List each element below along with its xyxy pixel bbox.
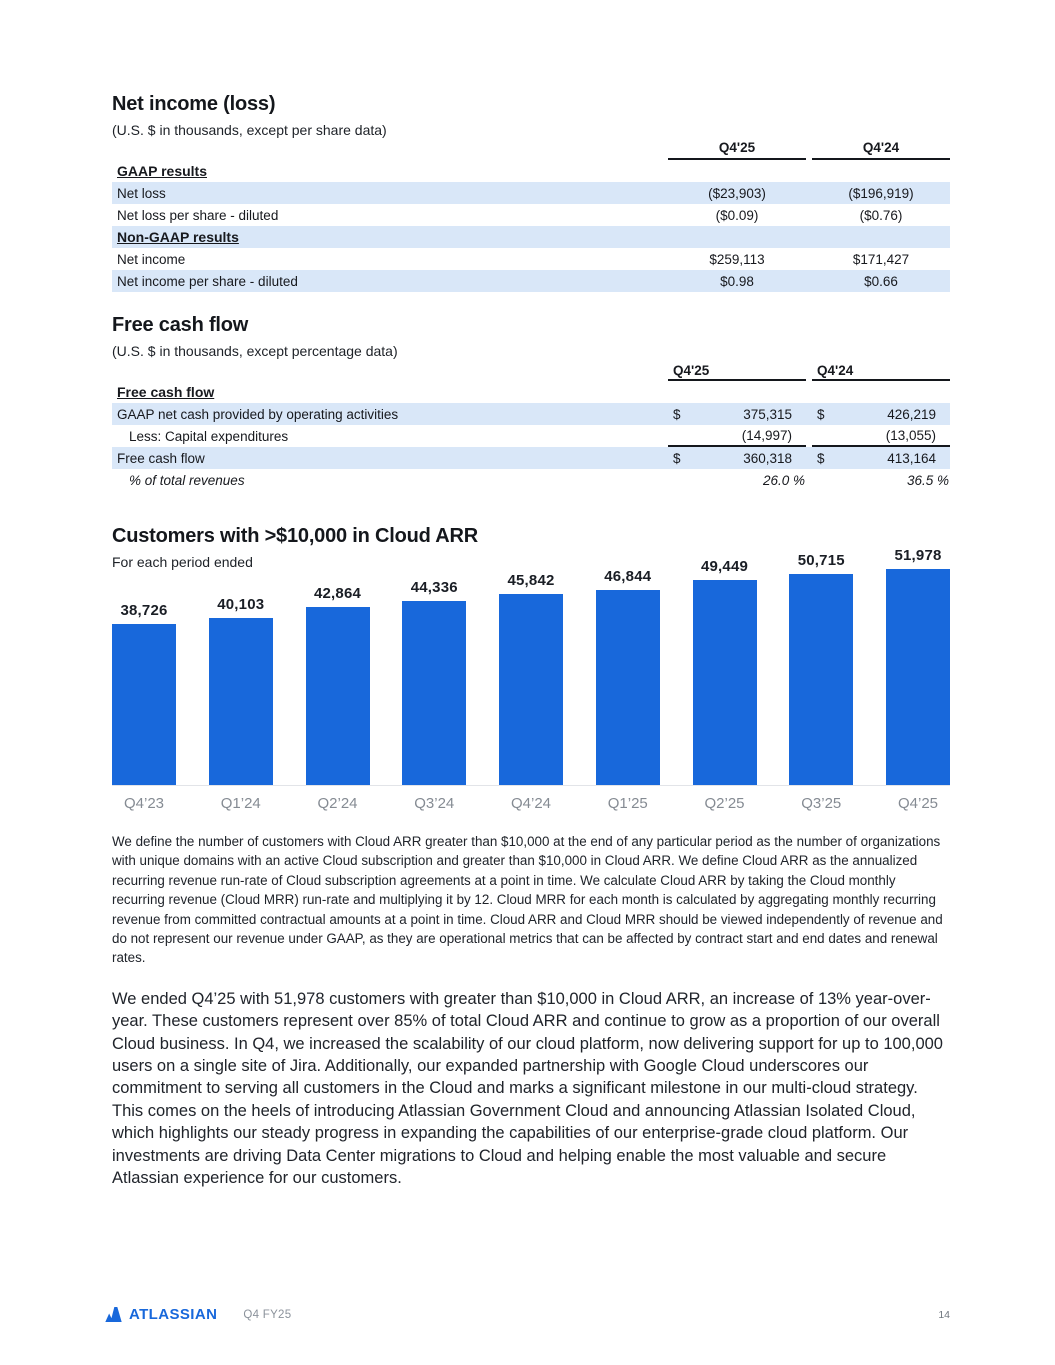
bar xyxy=(112,624,176,785)
row-label: Less: Capital expenditures xyxy=(129,428,289,444)
bar-value-label: 44,336 xyxy=(410,579,458,596)
chart-subtitle: For each period ended xyxy=(112,554,253,570)
dollar-sign: $ xyxy=(817,406,825,422)
value-cell: $0.98 xyxy=(720,273,754,289)
table-row xyxy=(112,182,950,204)
x-axis-label: Q2’24 xyxy=(317,795,358,812)
bar-group xyxy=(402,579,466,785)
page-footer xyxy=(105,1306,950,1323)
table-section-row xyxy=(112,381,950,403)
value-text: 375,315 xyxy=(743,406,792,422)
bar-value-label: 45,842 xyxy=(507,572,555,589)
bar-value-label: 51,978 xyxy=(894,547,942,564)
table-row xyxy=(112,447,950,469)
x-axis-label: Q4’24 xyxy=(510,795,552,812)
bar xyxy=(789,574,853,785)
dollar-sign: $ xyxy=(673,406,681,422)
value-cell: ($23,903) xyxy=(708,185,766,201)
bar xyxy=(209,618,273,785)
table-body xyxy=(112,160,950,292)
value-text: 413,164 xyxy=(887,450,936,466)
value-cell: ($0.76) xyxy=(859,207,903,223)
bar xyxy=(499,594,563,785)
value-cell: ($196,919) xyxy=(848,185,914,201)
value-cell: $171,427 xyxy=(852,251,910,267)
bar-group xyxy=(886,547,950,785)
row-label: Net loss xyxy=(117,185,166,201)
atlassian-mark-icon xyxy=(105,1307,122,1322)
table-row xyxy=(112,248,950,270)
value-text: (13,055) xyxy=(885,427,936,443)
bar-value-label: 42,864 xyxy=(313,585,362,602)
table-row xyxy=(112,403,950,425)
value-cell xyxy=(812,226,950,248)
page-number: 14 xyxy=(938,1308,950,1321)
row-label: GAAP results xyxy=(117,163,207,179)
value-cell xyxy=(812,447,950,469)
chart-plot xyxy=(112,543,950,785)
net-income-section xyxy=(112,93,950,292)
arr-definition-paragraph: We define the number of customers with Cloud ARR greater than $10,000 at the end of any particular period as the number of organizations with unique domains with an active Cloud subscription and greater than $10,000 in Cloud ARR. We define Cloud ARR as the annualized recurring revenue run-rate of Cloud subscription agreements at a point in time. We calculate Cloud ARR by taking the Cloud monthly recurring revenue (Cloud MRR) run-rate and multiplying it by 12. Cloud MRR for each month is calculated by aggregating monthly recurring revenue from committed contractual amounts at a point in time. Cloud ARR and Cloud MRR should be viewed independently of revenue and do not represent our revenue under GAAP, as they are operational metrics that can be affected by contract start and end dates and renewal rates. xyxy=(112,834,943,966)
bar-group xyxy=(789,552,853,785)
row-label: Free cash flow xyxy=(117,450,205,466)
table-section-row xyxy=(112,160,950,182)
value-cell xyxy=(668,160,806,182)
x-axis-label: Q1’24 xyxy=(220,795,261,812)
atlassian-logo xyxy=(105,1306,217,1323)
value-cell xyxy=(668,226,806,248)
net-income-table xyxy=(112,140,950,292)
bar xyxy=(693,580,757,785)
table-row xyxy=(112,469,950,491)
column-header-q425: Q4'25 xyxy=(668,361,806,381)
value-cell: $259,113 xyxy=(709,251,765,267)
value-cell xyxy=(812,381,950,403)
free-cash-flow-table xyxy=(112,361,950,491)
row-label: % of total revenues xyxy=(129,472,245,488)
atlassian-wordmark: ATLASSIAN xyxy=(129,1306,218,1323)
chart-title: Customers with >$10,000 in Cloud ARR xyxy=(112,525,479,547)
bar xyxy=(402,601,466,785)
net-income-subtitle: (U.S. $ in thousands, except per share data) xyxy=(112,122,387,138)
net-income-title: Net income (loss) xyxy=(112,93,276,115)
row-label: GAAP net cash provided by operating activities xyxy=(117,406,399,422)
x-axis-label: Q3’25 xyxy=(801,795,842,812)
value-cell xyxy=(668,403,806,425)
table-header-row xyxy=(112,361,950,381)
row-label: Non-GAAP results xyxy=(117,229,239,245)
free-cash-flow-subtitle: (U.S. $ in thousands, except percentage data) xyxy=(112,343,398,359)
x-axis-label: Q3’24 xyxy=(414,795,455,812)
bar xyxy=(886,569,950,785)
row-label: Free cash flow xyxy=(117,384,215,400)
cloud-arr-chart-section xyxy=(112,525,950,812)
header-spacer xyxy=(112,140,668,160)
value-cell: ($0.09) xyxy=(715,207,759,223)
value-text: (14,997) xyxy=(741,427,792,443)
header-spacer xyxy=(112,361,668,381)
table-section-row xyxy=(112,226,950,248)
value-cell xyxy=(668,425,806,447)
value-cell xyxy=(668,469,806,491)
q4-commentary-paragraph: We ended Q4’25 with 51,978 customers with greater than $10,000 in Cloud ARR, an increase of 13% year-over-year. These customers represent over 85% of total Cloud ARR and continue to grow as a proportion of our overall Cloud business. In Q4, we increased the scalability of our cloud platform, now delivering support for up to 100,000 users on a single site of Jira. Additionally, our expanded partnership with Google Cloud underscores our commitment to serving all customers in the Cloud and marks a significant milestone in our multi-cloud strategy. This comes on the heels of introducing Atlassian Government Cloud and announcing Atlassian Isolated Cloud, which highlights our steady progress in expanding the capabilities of our enterprise-grade cloud platform. Our investments are driving Data Center migrations to Cloud and helping enable the most valuable and secure Atlassian experience for our customers. xyxy=(112,989,943,1188)
table-row xyxy=(112,425,950,447)
table-row xyxy=(112,204,950,226)
table-header-row xyxy=(112,140,950,160)
chart-x-axis-line xyxy=(112,785,950,786)
free-cash-flow-title: Free cash flow xyxy=(112,314,249,336)
bar-group xyxy=(693,558,757,785)
value-text: 26.0 % xyxy=(762,472,805,488)
bar xyxy=(306,607,370,785)
row-label: Net income xyxy=(117,251,186,267)
value-cell xyxy=(812,160,950,182)
column-header-q424: Q4'24 xyxy=(812,140,950,160)
bar-group xyxy=(499,572,563,785)
column-header-q424: Q4'24 xyxy=(812,361,950,381)
value-cell xyxy=(668,381,806,403)
bar-value-label: 46,844 xyxy=(604,568,652,585)
bar-group xyxy=(596,568,660,785)
table-body xyxy=(112,381,950,491)
doc-label: Q4 FY25 xyxy=(243,1308,292,1321)
row-label: Net loss per share - diluted xyxy=(117,207,279,223)
bar xyxy=(596,590,660,785)
value-text: 426,219 xyxy=(887,406,936,422)
bar-group xyxy=(112,602,176,785)
value-cell xyxy=(812,425,950,447)
x-axis-label: Q1’25 xyxy=(607,795,648,812)
value-text: 360,318 xyxy=(743,450,792,466)
value-cell xyxy=(812,469,950,491)
dollar-sign: $ xyxy=(673,450,681,466)
bar-group xyxy=(306,585,370,785)
value-cell xyxy=(812,403,950,425)
chart-x-labels xyxy=(112,795,950,812)
table-row xyxy=(112,270,950,292)
bar-value-label: 40,103 xyxy=(217,596,265,613)
value-text: 36.5 % xyxy=(906,472,949,488)
bar-group xyxy=(209,596,273,785)
x-axis-label: Q4’25 xyxy=(897,795,939,812)
column-header-q425: Q4'25 xyxy=(668,140,806,160)
value-cell: $0.66 xyxy=(864,273,898,289)
x-axis-label: Q2’25 xyxy=(704,795,745,812)
row-label: Net income per share - diluted xyxy=(117,273,298,289)
x-axis-label: Q4’23 xyxy=(123,795,165,812)
bar-value-label: 49,449 xyxy=(700,558,749,575)
value-cell xyxy=(668,447,806,469)
free-cash-flow-section xyxy=(112,314,950,491)
bar-value-label: 38,726 xyxy=(120,602,168,619)
dollar-sign: $ xyxy=(817,450,825,466)
bar-value-label: 50,715 xyxy=(797,552,845,569)
